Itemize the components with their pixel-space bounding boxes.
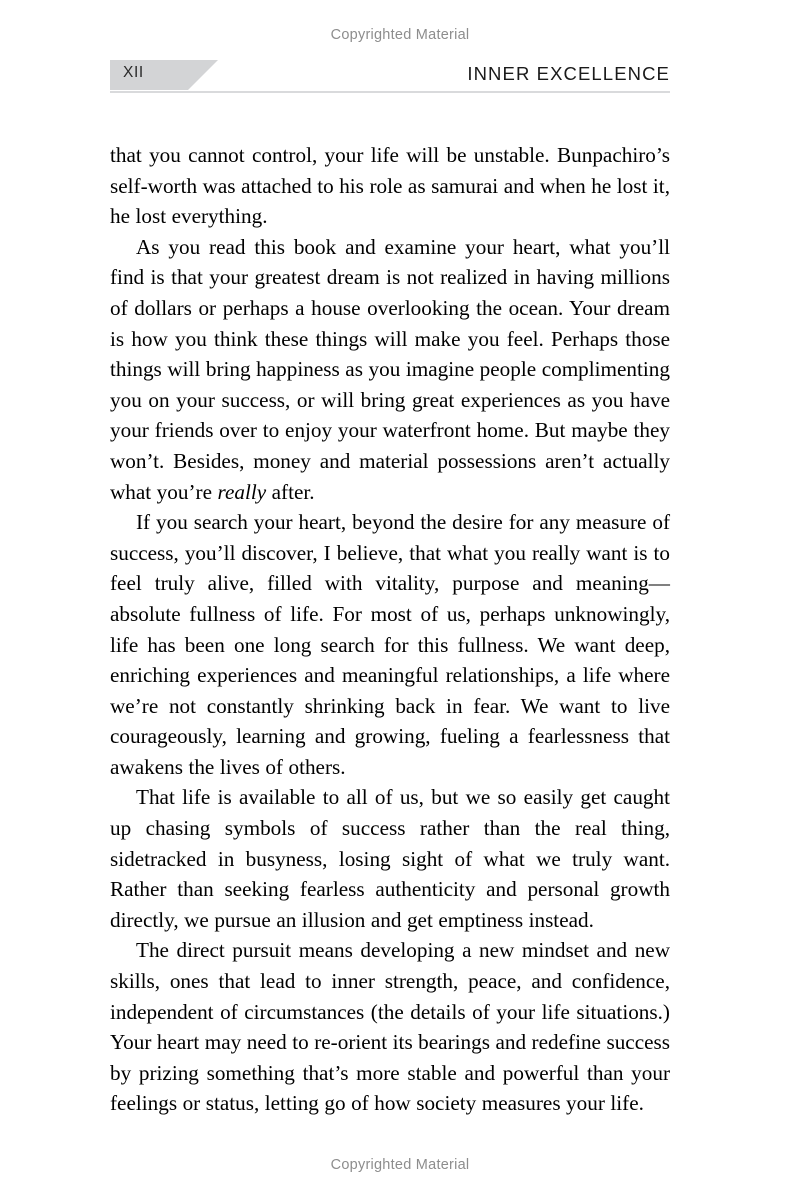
running-head-rule [110,91,670,93]
body-text-block [110,140,670,1119]
paragraph: That life is available to all of us, but we so easily get caught up chasing symbols of success rather than the real thing, sidetracked in busyness, losing sight of what we truly want. Rather than seeking fearless authenticity and personal growth directly, we pursue an illusion and get emptiness instead. [110,785,670,932]
copyright-watermark-top: Copyrighted Material [330,27,470,43]
paragraph-text-part: after. [266,479,315,504]
emphasized-word: really [217,479,267,504]
folio-tab [110,60,188,90]
paragraph-text-part: As you read this book and examine your heart, what you’ll find is that your greatest dream is not realized in having millions of dollars or perhaps a house overlooking the ocean. Your dream is how you think these things will make you feel. Perhaps those things will bring happiness as you imagine people complimenting you on your success, or will bring great experiences as you have your friends over to enjoy your waterfront home. But maybe they won’t. Besides, money and material possessions aren’t actually what you’re [110,234,670,504]
paragraph: If you search your heart, beyond the desire for any measure of success, you’ll discover, I believe, that what you really want is to feel truly alive, filled with vitality, purpose and meaning—absolute fullness of life. For most of us, perhaps unknowingly, life has been one long search for this fullness. We want deep, enriching experiences and meaningful relationships, a life where we’re not constantly shrinking back in fear. We want to live courageously, learning and growing, fueling a fearlessness that awakens the lives of others. [110,510,670,779]
folio-tab-slope-icon [188,60,218,90]
paragraph: The direct pursuit means developing a new mindset and new skills, ones that lead to inner strength, peace, and confidence, independent of circumstances (the details of your life situations.) Your heart may need to re-orient its bearings and redefine success by prizing something that’s more stable and powerful than your feelings or status, letting go of how society measures your life. [110,938,670,1116]
paragraph [110,232,670,507]
copyright-watermark-bottom: Copyrighted Material [330,1157,470,1173]
paragraph: that you cannot control, your life will be unstable. Bunpachiro’s self-worth was attached to his role as samurai and when he lost it, he lost everything. [110,143,670,229]
running-head [110,60,670,94]
page-folio-number: XII [123,64,144,81]
book-title-running-head: INNER EXCELLENCE [467,63,670,84]
